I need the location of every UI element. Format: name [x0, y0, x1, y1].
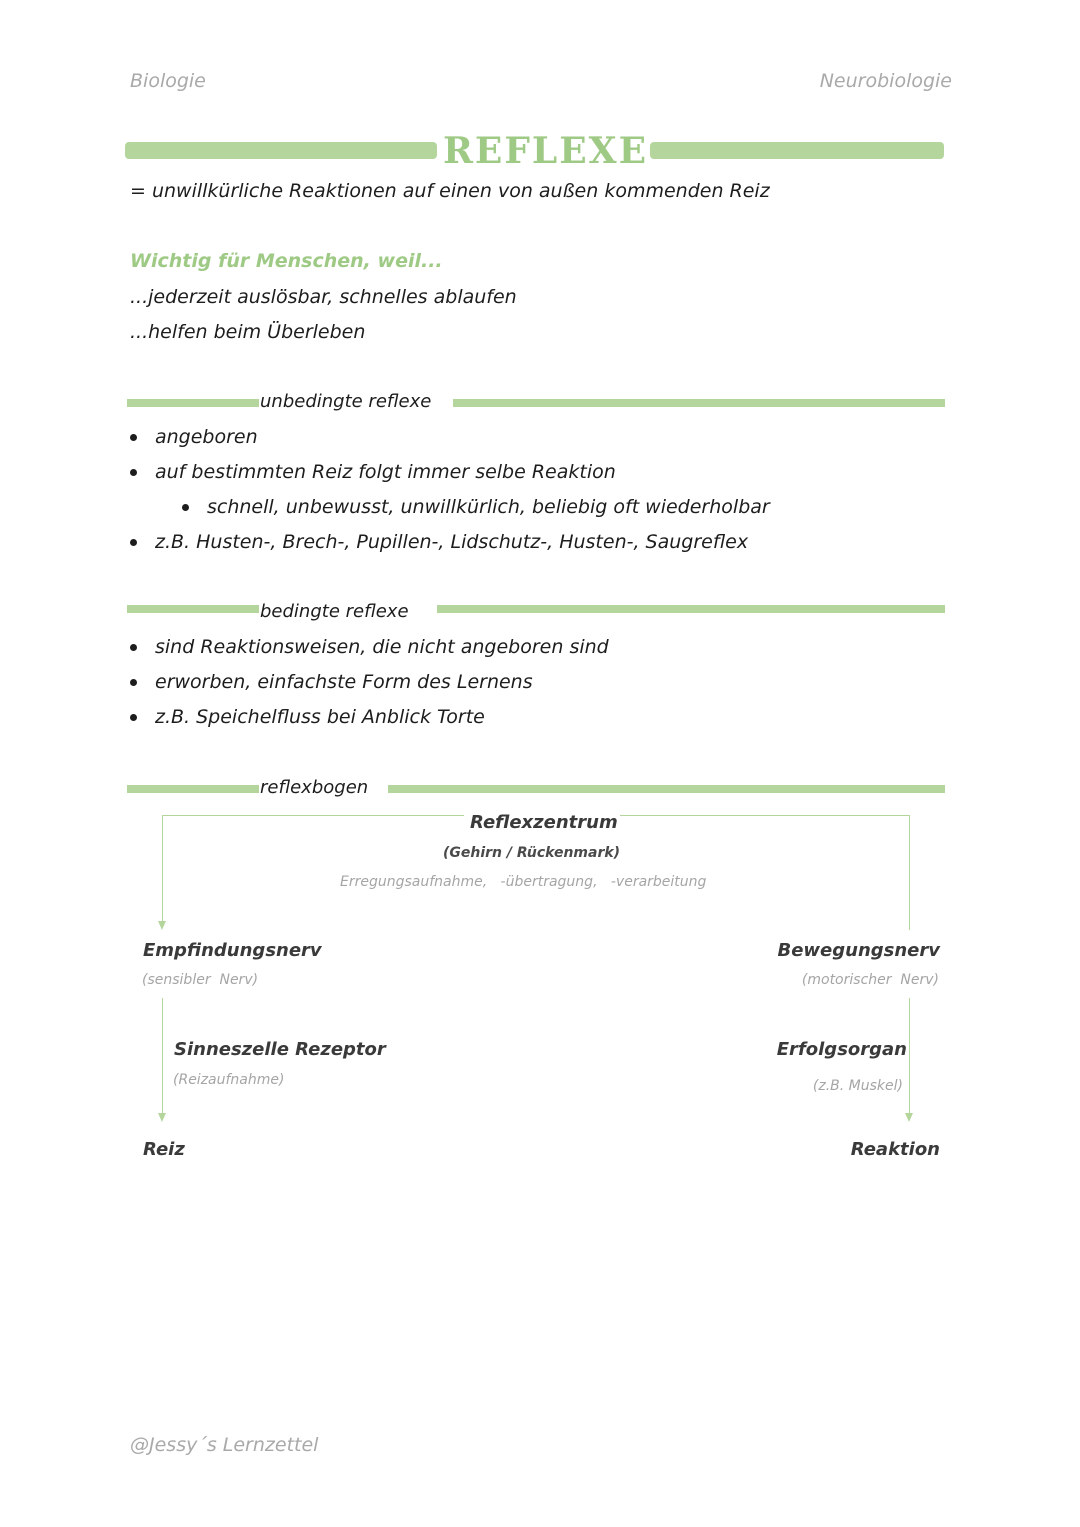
erfolgsorgan-sub: (z.B. Muskel) — [812, 1078, 903, 1094]
empfindungsnerv-sub: (sensibler Nerv) — [142, 972, 259, 988]
arrow-down-icon — [905, 1113, 913, 1122]
unconditioned-subitem: schnell, unbewusst, unwillkürlich, beliebig oft wiederholbar — [207, 496, 770, 518]
section-bar-right — [437, 605, 945, 613]
importance-line-1: ...jederzeit auslösbar, schnelles ablaufen — [130, 286, 517, 308]
footer-credit: @Jessy´s Lernzettel — [130, 1434, 319, 1456]
empfindungsnerv-label: Empfindungsnerv — [143, 940, 322, 961]
section-bar-left — [127, 605, 259, 613]
reiz-label: Reiz — [143, 1139, 185, 1160]
arc-top-line-right — [620, 815, 910, 816]
section-bar-left — [127, 399, 259, 407]
page-title: REFLEXE — [443, 130, 649, 172]
arrow-down-icon — [158, 921, 166, 930]
reflexzentrum-title: Reflexzentrum — [470, 812, 618, 833]
unconditioned-item-2: auf bestimmten Reiz folgt immer selbe Reaktion — [155, 461, 616, 483]
bullet-icon — [130, 679, 137, 686]
unconditioned-label: unbedingte reflexe — [260, 391, 432, 412]
sinneszelle-sub: (Reizaufnahme) — [173, 1072, 285, 1088]
bullet-icon — [130, 539, 137, 546]
reaktion-label: Reaktion — [850, 1139, 940, 1160]
arc-left-vertical-bottom — [162, 998, 163, 1114]
bewegungsnerv-label: Bewegungsnerv — [777, 940, 940, 961]
subject-label: Biologie — [130, 70, 206, 92]
title-bar-left — [125, 142, 437, 159]
unconditioned-item-1: angeboren — [155, 426, 258, 448]
bullet-icon — [182, 504, 189, 511]
importance-heading: Wichtig für Menschen, weil... — [130, 250, 443, 272]
bullet-icon — [130, 469, 137, 476]
conditioned-item-1: sind Reaktionsweisen, die nicht angeboren sind — [155, 636, 609, 658]
definition-text: = unwillkürliche Reaktionen auf einen von außen kommenden Reiz — [130, 180, 770, 202]
conditioned-item-3: z.B. Speichelfluss bei Anblick Torte — [155, 706, 485, 728]
reflexzentrum-desc: Erregungsaufnahme, -übertragung, -verarbeitung — [340, 874, 707, 890]
bullet-icon — [130, 434, 137, 441]
erfolgsorgan-label: Erfolgsorgan — [776, 1039, 907, 1060]
conditioned-item-2: erworben, einfachste Form des Lernens — [155, 671, 533, 693]
sinneszelle-label: Sinneszelle Rezeptor — [174, 1039, 386, 1060]
reflexzentrum-sub: (Gehirn / Rückenmark) — [443, 845, 621, 861]
unconditioned-example: z.B. Husten-, Brech-, Pupillen-, Lidschutz-, Husten-, Saugreflex — [155, 531, 749, 553]
arc-right-vertical-bottom — [909, 998, 910, 1114]
arc-right-vertical-top — [909, 815, 910, 930]
section-bar-right — [453, 399, 945, 407]
arc-left-vertical-top — [162, 815, 163, 923]
arrow-down-icon — [158, 1113, 166, 1122]
importance-line-2: ...helfen beim Überleben — [130, 321, 366, 343]
section-bar-right — [388, 785, 945, 793]
section-bar-left — [127, 785, 259, 793]
reflexarc-label: reflexbogen — [260, 777, 369, 798]
topic-label: Neurobiologie — [819, 70, 952, 92]
title-bar-right — [650, 142, 944, 159]
bewegungsnerv-sub: (motorischer Nerv) — [801, 972, 939, 988]
bullet-icon — [130, 714, 137, 721]
bullet-icon — [130, 644, 137, 651]
conditioned-label: bedingte reflexe — [260, 601, 409, 622]
arc-top-line-left — [162, 815, 464, 816]
